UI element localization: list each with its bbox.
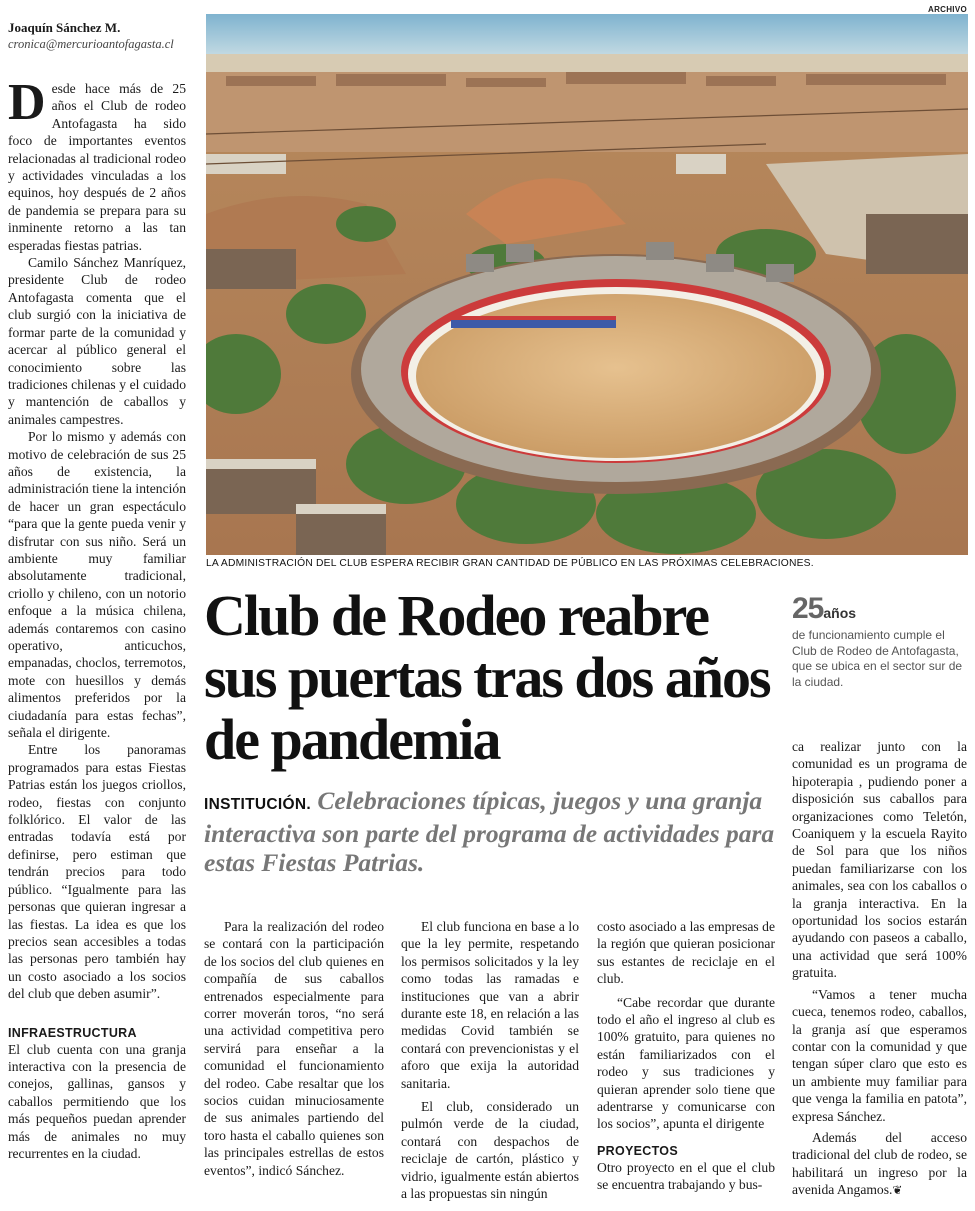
rodeo-arena-photo [206, 14, 968, 555]
column-2 [204, 918, 384, 1179]
left-column [8, 20, 186, 1162]
body-paragraph: Para la realización del rodeo se contará con la participación de los socios del club quienes en compañía de sus caballos entrenados especialmente para correr moverán toros, “no será una actividad competitiva pero servirá para enseñar a la comunidad el funcionamiento del rodeo. Cabe resaltar que los socios cuidan minuciosamente de sus animales partiendo del toro hasta el caballo quienes son las principales estrellas de estos eventos”, indicó Sánchez. [204, 919, 384, 1178]
stat-unit: años [823, 605, 857, 621]
body-paragraph: “Vamos a tener mucha cueca, tenemos rodeo, caballos, la granja así que esperamos contar con la comunidad y que tengan súper claro que esto es un ambiente muy familiar para que venga la familia en patota”, expresa Sánchez. [792, 986, 967, 1124]
deck-kicker: INSTITUCIÓN. [204, 796, 311, 813]
body-paragraph: Entre los panoramas programados para estas Fiestas Patrias están los juegos criollos, rodeo, fiestas con conjunto folklórico. El valor de las entradas todavía está por definirse, pero estiman que tendrán precios para todo público. “Igualmente para las personas que quieran ingresar a las fiestas. La idea es que los precios sean accesibles a todas las personas pero también hay un costo asociado a los socios del club que deben asumir”. [8, 742, 186, 1002]
headline: Club de Rodeo reabre sus puertas tras dos años de pandemia [204, 583, 770, 772]
photo-caption: LA ADMINISTRACIÓN DEL CLUB ESPERA RECIBIR GRAN CANTIDAD DE PÚBLICO EN LAS PRÓXIMAS CELEBRACIONES. [206, 558, 814, 569]
body-paragraph: El club funciona en base a lo que la ley permite, respetando los permisos solicitados y la ley como todas las ramadas e instituciones que van a abrir durante este 18, en relación a las medidas Covid también se contará con prevencionistas y el aforo que exija la autoridad sanitaria. [401, 919, 579, 1091]
column-3 [401, 918, 579, 1203]
column-4 [597, 918, 775, 1194]
deck-text: Celebraciones típicas, juegos y una granja interactiva son parte del programa de actividades para estas Fiestas Patrias. [204, 786, 775, 877]
body-paragraph: “Cabe recordar que durante todo el año el ingreso al club es 100% gratuito, para quienes no están familiarizados con el rodeo y sus tradiciones y quieran aprender solo tiene que adentrarse y comunicarse con los socios”, apunta el dirigente [597, 994, 775, 1132]
author-email[interactable]: cronica@mercurioantofagasta.cl [8, 37, 174, 51]
lead-paragraph: Desde hace más de 25 años el Club de rodeo Antofagasta ha sido foco de importantes eventos relacionadas al tradicional rodeo y actividades vinculadas a los equinos, hoy después de 2 años de pandemia se prepara para su inminente retorno a las tan esperadas fiestas patrias. [8, 74, 186, 253]
stat-box [792, 592, 967, 690]
column-5 [792, 738, 967, 1200]
body-paragraph: costo asociado a las empresas de la región que quieran posicionar sus estantes de reciclaje en el club. [597, 919, 775, 987]
body-paragraph: Por lo mismo y además con motivo de celebración de sus 25 años de existencia, la administración tiene la intención de hacer un gran espectáculo “para que la gente pueda venir y disfrutar con sus niño. Será un ambiente muy familiar absolutamente tradicional, criollo y chileno, con un notorio enfoque a la música chilena, además contaremos con casino operativo, anticuchos, empanadas, choclos, terremotos, mote con huesillos y demás alimentos preferidos por la ciudadanía para estas fechas”, señala el dirigente. [8, 429, 186, 741]
deck [204, 786, 784, 877]
drop-cap: D [8, 74, 46, 131]
body-paragraph: El club, considerado un pulmón verde de la ciudad, contará con despachos de reciclaje de cartón, plástico y vidrio, igualmente están abiertos a las propuestas sin ningún [401, 1099, 579, 1202]
end-mark-icon: ❦ [892, 1183, 903, 1198]
body-paragraph: Además del acceso tradicional del club de rodeo, se habilitará un ingreso por la avenida Angamos.❦ [792, 1129, 967, 1198]
photo-credit: ARCHIVO [928, 5, 967, 14]
body-paragraph: Otro proyecto en el que el club se encuentra trabajando y bus- [597, 1159, 775, 1193]
stat-description: de funcionamiento cumple el Club de Rodeo de Antofagasta, que se ubica en el sector sur de la ciudad. [792, 628, 963, 689]
subhead-infraestructura: INFRAESTRUCTURA [8, 1025, 137, 1040]
author-name: Joaquín Sánchez M. [8, 20, 121, 35]
body-paragraph: Camilo Sánchez Manríquez, presidente Club de rodeo Antofagasta comenta que el club surgió con la iniciativa de formar parte de la comunidad y acercar al público general el conocimiento sobre las tradiciones chilenas y el cuidado y mantención de caballos y animales campestres. [8, 255, 186, 427]
stat-number: 25 [792, 592, 824, 625]
aerial-arena-illustration [206, 14, 968, 555]
body-paragraph: El club cuenta con una granja interactiva con la presencia de conejos, gallinas, gansos y caballos permitiendo que los más pequeños puedan aprender más de animales no muy recurrentes en la ciudad. [8, 1041, 186, 1161]
body-paragraph: ca realizar junto con la comunidad es un programa de hipoterapia , pudiendo poner a disposición sus caballos para organizaciones como Teletón, Coaniquem y la escuela Rayito de Sol para que los niños puedan familiarizarse con los animales, sea con los caballos o la granja interactiva. En la oportunidad los socios estarán ayudando con paseos a caballo, una actividad que será 100% gratuita. [792, 739, 967, 981]
subhead-proyectos: PROYECTOS [597, 1143, 678, 1158]
